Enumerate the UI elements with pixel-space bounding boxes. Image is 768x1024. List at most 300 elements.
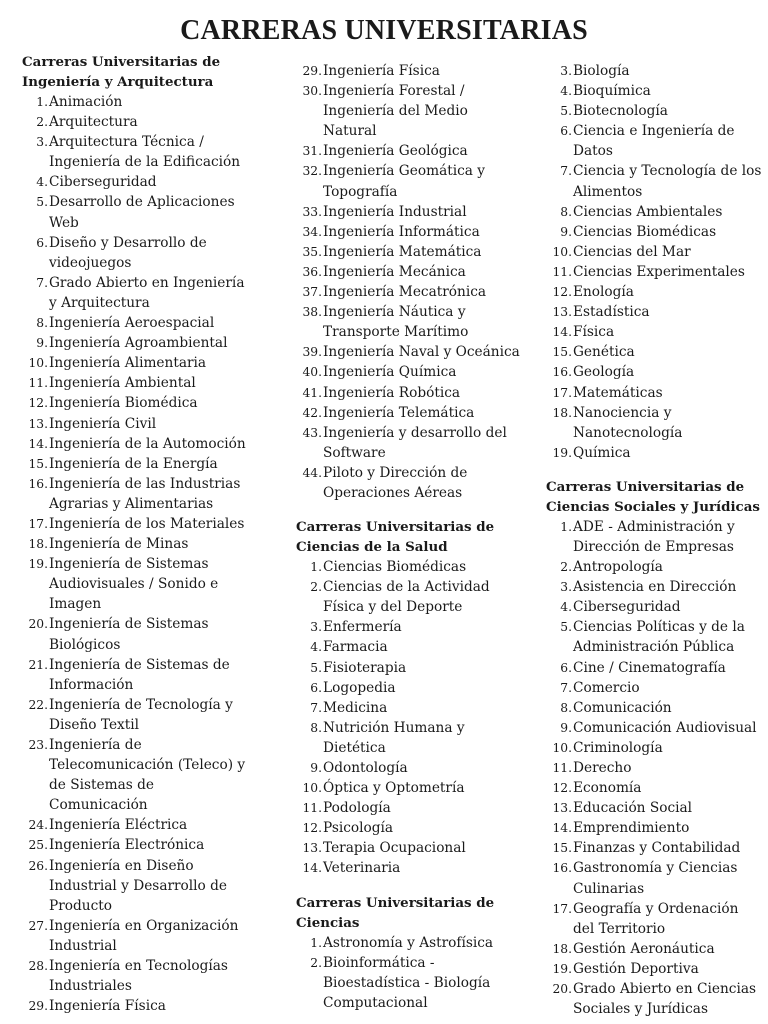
list-item [22, 835, 254, 855]
list-item-text: Ciencias Biomédicas [323, 559, 467, 576]
list-item-text: Ingeniería Física [323, 63, 440, 79]
list-item [546, 818, 764, 838]
list-item-number: 35. [302, 244, 322, 259]
career-list-ciencias [296, 933, 524, 1013]
list-item-text: Ingeniería Geológica [323, 143, 468, 160]
list-item-number: 29. [302, 64, 322, 78]
section-heading-ingenieria: Carreras Universitarias de Ingeniería y Arquitectura [22, 54, 221, 90]
list-item [22, 735, 254, 815]
list-item-text: Fisioterapia [323, 659, 407, 676]
list-item [22, 92, 254, 112]
list-item-number: 19. [28, 557, 48, 572]
list-item-text: Ingeniería Robótica [323, 384, 461, 401]
list-item-text: Nutrición Humana y Dietética [323, 719, 465, 756]
list-item [22, 393, 254, 413]
list-item [546, 342, 764, 362]
list-item [296, 557, 524, 577]
career-list-ingenieria-continued [296, 61, 524, 503]
list-item [546, 161, 764, 201]
list-item-text: Desarrollo de Aplicaciones Web [49, 194, 235, 231]
list-item-text: Cine / Cinematografía [573, 659, 726, 676]
list-item-text: Ingeniería Forestal / Ingeniería del Medio Natural [323, 83, 468, 140]
list-item-number: 17. [28, 516, 48, 531]
list-item-number: 17. [552, 901, 572, 916]
list-item [296, 858, 524, 878]
list-item-number: 34. [302, 224, 322, 239]
list-item [296, 778, 524, 798]
list-item [296, 222, 524, 242]
list-item-text: Gastronomía y Ciencias Culinarias [573, 860, 738, 897]
list-item [546, 282, 764, 302]
list-item-text: Ingeniería de Minas [49, 536, 189, 553]
list-item-text: Ingeniería Ambiental [49, 375, 196, 392]
list-item-text: Ingeniería de las Industrias Agrarias y Alimentarias [49, 475, 241, 512]
list-item-number: 16. [28, 476, 48, 491]
list-item-text: Ingeniería Informática [323, 223, 480, 240]
list-item-number: 41. [302, 385, 322, 400]
list-item-text: Ingeniería Biomédica [49, 395, 198, 412]
list-item [296, 758, 524, 778]
list-item-number: 8. [36, 316, 48, 331]
list-item-number: 15. [552, 841, 572, 856]
list-item-number: 12. [302, 821, 322, 836]
list-item-number: 8. [560, 204, 572, 219]
list-item [296, 953, 524, 1013]
list-item [296, 577, 524, 617]
list-item-number: 40. [302, 365, 322, 380]
list-item [546, 698, 764, 718]
list-item-number: 15. [28, 456, 48, 471]
list-item-text: Matemáticas [573, 384, 663, 401]
list-item-text: Comercio [573, 679, 640, 696]
list-item-number: 13. [28, 416, 48, 431]
list-item [296, 403, 524, 423]
list-item-text: Ingeniería de los Materiales [49, 515, 245, 532]
list-item-number: 24. [28, 818, 48, 833]
list-item-text: Grado Abierto en Ingeniería y Arquitectura [49, 274, 245, 311]
list-item-text: Geografía y Ordenación del Territorio [573, 900, 739, 937]
list-item-text: Emprendimiento [573, 820, 690, 837]
list-item-number: 42. [302, 405, 322, 420]
list-item-text: Ingeniería de Sistemas Audiovisuales / Sonido e Imagen [49, 556, 219, 613]
list-item-text: Veterinaria [323, 860, 401, 877]
list-item-text: Animación [49, 94, 123, 110]
list-item [22, 233, 254, 273]
list-item [296, 302, 524, 342]
list-item-number: 14. [28, 436, 48, 451]
list-item-text: Diseño y Desarrollo de videojuegos [49, 234, 207, 271]
list-item [546, 262, 764, 282]
list-item-number: 8. [310, 720, 322, 735]
list-item-text: Ingeniería de Sistemas Biológicos [49, 616, 209, 653]
list-item-number: 19. [552, 445, 572, 460]
list-item [546, 658, 764, 678]
list-item-text: Logopedia [323, 679, 396, 696]
list-item-text: Ingeniería Matemática [323, 243, 482, 260]
list-item-number: 6. [560, 124, 572, 139]
list-item [296, 81, 524, 141]
list-item [22, 373, 254, 393]
list-item-number: 10. [552, 740, 572, 755]
list-item [296, 698, 524, 718]
list-item-text: Podología [323, 800, 391, 817]
list-item-number: 10. [552, 244, 572, 259]
list-item-text: Nanociencia y Nanotecnología [573, 404, 683, 441]
list-item [546, 517, 764, 557]
list-item-text: Comunicación Audiovisual [573, 719, 757, 736]
list-item [296, 838, 524, 858]
list-item-text: Ingeniería en Tecnologías Industriales [49, 958, 228, 995]
list-item-text: Ingeniería Mecatrónica [323, 284, 487, 301]
list-item-number: 13. [552, 305, 572, 320]
list-item-text: Física [573, 324, 615, 341]
list-item-text: Criminología [573, 739, 663, 756]
list-item-text: Enología [573, 284, 634, 301]
list-item-number: 31. [302, 144, 322, 159]
career-list-ingenieria [22, 92, 254, 1016]
list-item-text: Ingeniería Agroambiental [49, 335, 228, 352]
list-item-number: 38. [302, 305, 322, 320]
list-item-text: Astronomía y Astrofísica [323, 934, 494, 951]
list-item-number: 36. [302, 264, 322, 279]
list-item-number: 11. [302, 801, 322, 816]
list-item-number: 18. [28, 537, 48, 552]
list-item [546, 899, 764, 939]
list-item [546, 939, 764, 959]
list-item-text: Terapia Ocupacional [323, 840, 466, 857]
list-item [296, 202, 524, 222]
page-title: CARRERAS UNIVERSITARIAS [180, 15, 588, 46]
list-item [22, 554, 254, 614]
list-item [546, 718, 764, 738]
list-item [546, 443, 764, 463]
list-item [22, 534, 254, 554]
list-item-number: 9. [36, 336, 48, 351]
list-item [296, 282, 524, 302]
list-item-number: 1. [560, 519, 572, 534]
list-item [296, 678, 524, 698]
list-item-number: 14. [552, 325, 572, 340]
list-item-text: Arquitectura [49, 114, 138, 131]
column-1 [22, 52, 254, 1016]
list-item-text: Química [573, 444, 631, 461]
list-item [296, 242, 524, 262]
list-item-number: 1. [36, 95, 48, 109]
list-item [22, 916, 254, 956]
list-item [22, 474, 254, 514]
list-item-number: 7. [560, 164, 572, 179]
list-item-number: 17. [552, 385, 572, 400]
list-item [546, 222, 764, 242]
list-item [296, 718, 524, 758]
list-item-text: Ingeniería Mecánica [323, 263, 466, 280]
list-item-text: Grado Abierto en Ciencias Sociales y Jurídicas [573, 981, 757, 1018]
list-item [22, 856, 254, 916]
list-item [296, 362, 524, 382]
list-item-text: Ingeniería Electrónica [49, 837, 205, 854]
list-item-number: 9. [310, 761, 322, 775]
list-item [22, 695, 254, 735]
list-item-number: 26. [28, 858, 48, 873]
list-item [22, 333, 254, 353]
list-item [22, 815, 254, 835]
list-item-number: 1. [310, 560, 322, 575]
list-item-number: 21. [28, 657, 48, 672]
list-item-text: Gestión Deportiva [573, 960, 699, 977]
section-heading-sociales-juridicas: Carreras Universitarias de Ciencias Sociales y Jurídicas [546, 478, 760, 515]
list-item [296, 658, 524, 678]
list-item [546, 778, 764, 798]
list-item-number: 22. [28, 697, 48, 712]
list-item-text: Medicina [323, 699, 388, 716]
list-item-number: 4. [36, 175, 48, 190]
list-item [22, 172, 254, 192]
list-item-text: Ingeniería de la Automoción [49, 435, 246, 452]
list-item-number: 8. [560, 700, 572, 715]
list-item-number: 29. [28, 999, 48, 1014]
list-item-number: 12. [552, 285, 572, 300]
list-item-text: Ciencias de la Actividad Física y del Deporte [323, 579, 490, 616]
list-item-number: 10. [28, 356, 48, 371]
list-item-text: Antropología [573, 559, 663, 576]
career-list-sociales-juridicas [546, 517, 764, 1019]
list-item-text: Genética [573, 344, 635, 361]
list-item-number: 5. [36, 195, 48, 210]
list-item-number: 10. [302, 781, 322, 796]
list-item [546, 838, 764, 858]
list-item [546, 61, 764, 81]
list-item-text: Ingeniería Naval y Oceánica [323, 344, 520, 361]
list-item-text: Ingeniería Física [49, 998, 166, 1015]
list-item-text: Ciberseguridad [573, 599, 681, 616]
list-item-text: Economía [573, 780, 642, 797]
career-list-salud [296, 557, 524, 879]
list-item-number: 2. [560, 560, 572, 575]
list-item-number: 11. [552, 761, 572, 775]
list-item-text: Ingeniería Química [323, 364, 457, 381]
list-item-number: 7. [560, 680, 572, 695]
list-item-text: Psicología [323, 820, 394, 837]
list-item-text: Ciencias del Mar [573, 243, 691, 260]
list-item-number: 18. [552, 941, 572, 956]
list-item-text: Ciencia y Tecnología de los Alimentos [573, 163, 762, 200]
list-item [22, 192, 254, 232]
list-item-number: 14. [552, 821, 572, 836]
list-item [22, 956, 254, 996]
list-item-text: Ingeniería en Organización Industrial [49, 917, 239, 954]
list-item-number: 12. [552, 781, 572, 796]
list-item [546, 121, 764, 161]
list-item-number: 11. [28, 376, 48, 391]
list-item [22, 132, 254, 172]
list-item [546, 302, 764, 322]
list-item-number: 6. [310, 680, 322, 695]
list-item [546, 362, 764, 382]
list-item-text: Ingeniería Industrial [323, 203, 467, 220]
list-item-number: 5. [560, 620, 572, 635]
list-item-text: Ingeniería Geomática y Topografía [323, 163, 486, 200]
list-item [22, 112, 254, 132]
list-item [546, 597, 764, 617]
list-item [546, 81, 764, 101]
list-item [296, 262, 524, 282]
list-item-text: Ciencias Biomédicas [573, 223, 717, 240]
list-item-number: 23. [28, 738, 48, 752]
list-item-number: 2. [310, 580, 322, 595]
list-item-number: 32. [302, 164, 322, 179]
list-item-text: Ingeniería Náutica y Transporte Marítimo [323, 304, 469, 341]
list-item-text: Ingeniería Aeroespacial [49, 315, 215, 332]
list-item [296, 342, 524, 362]
list-item-text: Biotecnología [573, 103, 668, 120]
list-item [296, 818, 524, 838]
list-item-text: Ingeniería de Telecomunicación (Teleco) y de Sistemas de Comunicación [49, 737, 246, 814]
list-item-number: 3. [560, 64, 572, 78]
list-item-text: Piloto y Dirección de Operaciones Aéreas [323, 464, 468, 501]
list-item-text: Bioinformática - Bioestadística - Biología Computacional [323, 954, 491, 1011]
list-item-number: 7. [310, 700, 322, 715]
list-item-number: 2. [310, 955, 322, 970]
career-list-ciencias-continued [546, 61, 764, 463]
list-item-number: 16. [552, 861, 572, 876]
list-item-text: Ciencias Ambientales [573, 203, 723, 220]
list-item [546, 242, 764, 262]
list-item-text: Óptica y Optometría [323, 780, 465, 797]
list-item [546, 617, 764, 657]
list-item-number: 43. [302, 425, 322, 440]
list-item-number: 5. [560, 104, 572, 119]
list-item-text: Derecho [573, 760, 632, 776]
list-item [296, 141, 524, 161]
list-item [546, 101, 764, 121]
list-item-number: 27. [28, 918, 48, 933]
list-item-text: Ingeniería Alimentaria [49, 355, 207, 372]
list-item-number: 1. [310, 935, 322, 950]
list-item-text: Odontología [323, 760, 408, 776]
section-heading-salud: Carreras Universitarias de Ciencias de la Salud [296, 519, 495, 556]
list-item-number: 9. [560, 720, 572, 735]
list-item-text: Ingeniería Civil [49, 415, 157, 432]
list-item-text: Ingeniería de la Energía [49, 455, 218, 472]
list-item-text: Ingeniería y desarrollo del Software [323, 424, 507, 461]
list-item-number: 12. [28, 396, 48, 411]
list-item-text: Estadística [573, 304, 650, 321]
list-item [22, 353, 254, 373]
list-item-number: 30. [302, 84, 322, 99]
list-item [546, 979, 764, 1019]
list-item-text: Ciencias Políticas y de la Administración Pública [573, 619, 745, 656]
list-item-number: 7. [36, 275, 48, 290]
list-item-text: Geología [573, 364, 635, 381]
list-item [22, 313, 254, 333]
list-item-text: Bioquímica [573, 83, 651, 100]
list-item [296, 463, 524, 503]
list-item-number: 25. [28, 838, 48, 853]
list-item [22, 454, 254, 474]
list-item-text: Ingeniería Eléctrica [49, 817, 188, 834]
list-item-text: Asistencia en Dirección [573, 579, 737, 596]
list-item-text: Comunicación [573, 699, 672, 716]
section-heading-ciencias: Carreras Universitarias de Ciencias [296, 894, 495, 931]
list-item-text: Ingeniería de Sistemas de Información [49, 656, 230, 693]
list-item-number: 28. [28, 959, 48, 974]
list-item-number: 5. [310, 660, 322, 675]
list-item-text: Ciencias Experimentales [573, 263, 745, 280]
list-item-number: 16. [552, 365, 572, 380]
list-item-number: 20. [28, 617, 48, 632]
list-item [546, 322, 764, 342]
list-item [296, 61, 524, 81]
list-item [22, 655, 254, 695]
list-item-number: 3. [36, 135, 48, 150]
list-item-number: 15. [552, 345, 572, 360]
list-item-text: Ingeniería de Tecnología y Diseño Textil [49, 696, 233, 733]
list-item [296, 637, 524, 657]
list-item-text: Ingeniería en Diseño Industrial y Desarrollo de Producto [49, 857, 228, 914]
list-item [546, 678, 764, 698]
list-item-text: Biología [573, 63, 630, 79]
list-item-number: 3. [310, 620, 322, 635]
list-item [546, 383, 764, 403]
list-item-number: 13. [302, 841, 322, 856]
list-item-text: Finanzas y Contabilidad [573, 840, 741, 857]
list-item-text: Educación Social [573, 800, 693, 817]
list-item [22, 273, 254, 313]
list-item-number: 33. [302, 204, 322, 219]
list-item-number: 4. [310, 640, 322, 655]
list-item-text: Farmacia [323, 639, 388, 656]
list-item-text: Arquitectura Técnica / Ingeniería de la Edificación [49, 134, 241, 171]
list-item-number: 14. [302, 861, 322, 876]
list-item-number: 44. [302, 465, 322, 480]
list-item-number: 6. [36, 235, 48, 250]
list-item [546, 858, 764, 898]
list-item-number: 13. [552, 801, 572, 816]
list-item [296, 798, 524, 818]
list-item [296, 383, 524, 403]
list-item-number: 2. [36, 115, 48, 130]
list-item [22, 996, 254, 1016]
list-item [296, 933, 524, 953]
list-item-number: 19. [552, 961, 572, 976]
list-item [546, 758, 764, 778]
list-item-number: 18. [552, 405, 572, 420]
list-item [22, 414, 254, 434]
list-item [546, 798, 764, 818]
list-item [22, 514, 254, 534]
list-item-number: 3. [560, 580, 572, 595]
column-3 [546, 61, 764, 1019]
list-item-text: Ciencia e Ingeniería de Datos [573, 123, 735, 160]
list-item [22, 434, 254, 454]
list-item-number: 20. [552, 982, 572, 997]
list-item-text: Enfermería [323, 619, 402, 636]
list-item [22, 614, 254, 654]
list-item-number: 9. [560, 224, 572, 239]
list-item-text: Ingeniería Telemática [323, 404, 475, 421]
list-item [296, 423, 524, 463]
column-2 [296, 61, 524, 1013]
list-item-number: 6. [560, 660, 572, 675]
list-item [546, 557, 764, 577]
list-item-number: 4. [560, 600, 572, 615]
list-item [546, 577, 764, 597]
list-item [546, 738, 764, 758]
list-item [546, 202, 764, 222]
list-item [296, 617, 524, 637]
list-item [546, 403, 764, 443]
list-item-number: 11. [552, 264, 572, 279]
